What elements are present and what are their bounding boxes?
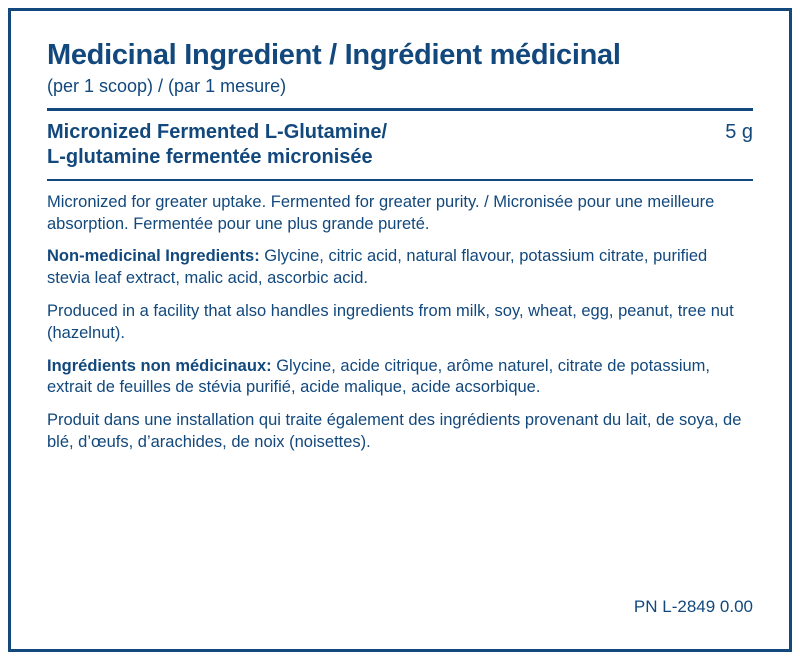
non-medicinal-ingredients-en (47, 246, 753, 290)
panel-content (47, 39, 753, 629)
medicinal-ingredient-row (47, 120, 753, 170)
ingredient-claim-text: Micronized for greater uptake. Fermented for greater purity. / Micronisée pour une meilleure absorption. Fermentée pour une plus grande pureté. (47, 192, 715, 233)
ingredient-name-line-1: Micronized Fermented L-Glutamine/ (47, 120, 388, 143)
ingredient-amount: 5 g (725, 120, 753, 143)
non-medicinal-label-fr: Ingrédients non médicinaux: (47, 356, 272, 375)
page-title: Medicinal Ingredient / Ingrédient médicinal (47, 39, 621, 71)
allergen-statement-en: Produced in a facility that also handles ingredients from milk, soy, wheat, egg, peanut, tree nut (hazelnut). (47, 302, 734, 342)
allergen-statement-fr: Produit dans une installation qui traite également des ingrédients provenant du lait, de soya, de blé, d’œufs, d’arachides, de noix (noisettes). (47, 411, 742, 451)
supplement-facts-panel (8, 8, 792, 652)
non-medicinal-label-en: Non-medicinal Ingredients: (47, 247, 260, 266)
product-number: PN L-2849 0.00 (633, 597, 753, 616)
non-medicinal-text-en: Glycine, citric acid, natural flavour, potassium citrate, purified stevia leaf extract, malic acid, ascorbic acid. (47, 247, 708, 288)
divider-bottom (47, 179, 753, 181)
ingredient-name-line-2: L-glutamine fermentée micronisée (47, 145, 373, 168)
non-medicinal-text-fr: Glycine, acide citrique, arôme naturel, citrate de potassium, extrait de feuilles de stévia purifié, acide malique, acide acsorbique. (47, 356, 710, 397)
divider-top (47, 108, 753, 111)
ingredient-name (47, 120, 387, 170)
non-medicinal-ingredients-fr (47, 356, 753, 400)
serving-size-text: (per 1 scoop) / (par 1 mesure) (47, 76, 287, 97)
